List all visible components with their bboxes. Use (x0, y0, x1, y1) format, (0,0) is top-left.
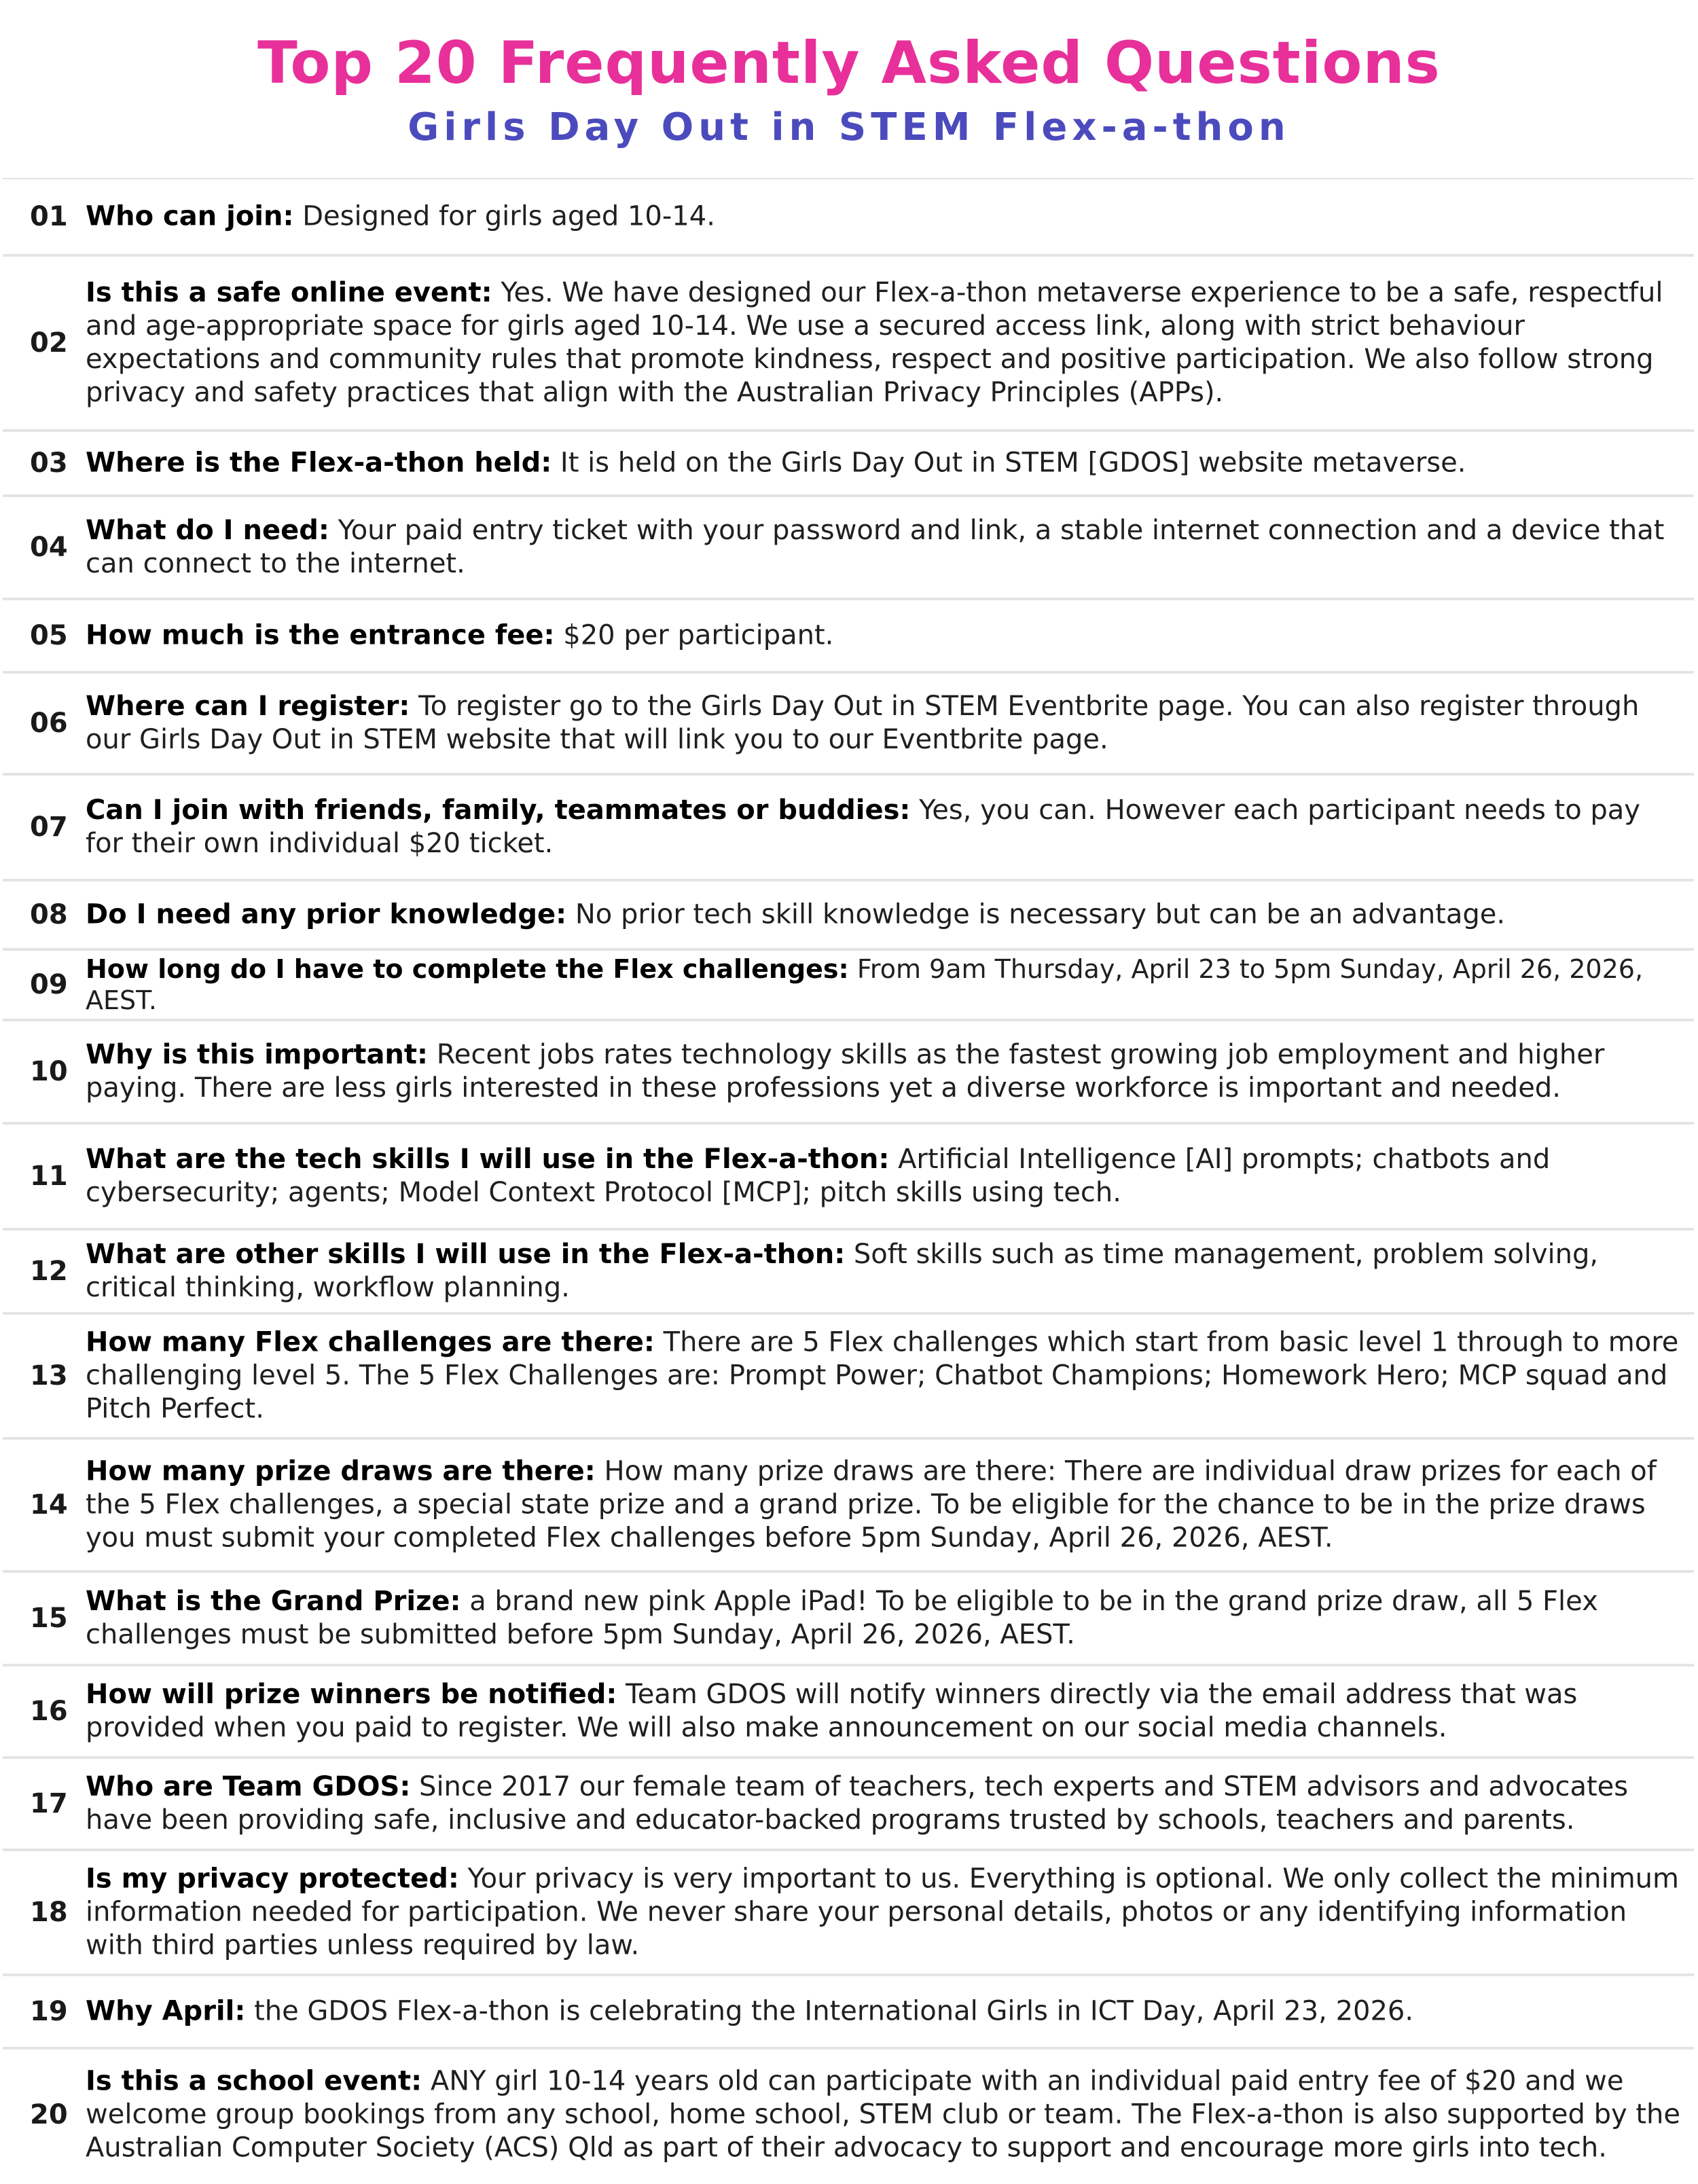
faq-question: How many Flex challenges are there: (86, 1326, 655, 1358)
faq-question: Who are Team GDOS: (86, 1771, 411, 1802)
faq-number: 16 (30, 1696, 68, 1727)
faq-text (86, 2065, 1682, 2165)
faq-question: What are the tech skills I will use in the Flex-a-thon: (86, 1144, 890, 1175)
faq-text (86, 1678, 1682, 1745)
faq-answer: ANY girl 10-14 years old can participate with an individual paid entry fee of $20 and we welcome group bookings from any school, home school, STEM club or team. The Flex-a-thon is also supported by the Australian Computer Society (ACS) Qld as part of their advocacy to support and encourage more girls into tech. (86, 2065, 1681, 2164)
faq-item-08 (3, 880, 1694, 949)
faq-number: 08 (30, 899, 68, 930)
faq-question: Do I need any prior knowledge: (86, 898, 567, 930)
faq-item-06 (3, 672, 1694, 774)
faq-question: Why April: (86, 1995, 246, 2027)
faq-answer: Team GDOS will notify winners directly via the email address that was provided when you paid to register. We will also make announcement on our social media channels. (86, 1679, 1578, 1743)
faq-text (86, 953, 1682, 1016)
faq-text (86, 200, 1682, 234)
faq-item-12 (3, 1229, 1694, 1313)
faq-answer: Yes, you can. However each participant needs to pay for their own individual $20 ticket. (86, 795, 1640, 859)
faq-item-09 (3, 949, 1694, 1020)
faq-question: How much is the entrance fee: (86, 619, 555, 651)
faq-number: 01 (30, 201, 68, 232)
faq-text (86, 1143, 1682, 1209)
faq-item-02 (3, 255, 1694, 431)
faq-answer: Recent jobs rates technology skills as the fastest growing job employment and higher paying. There are less girls interested in these professions yet a diverse workforce is important and needed. (86, 1039, 1605, 1104)
faq-text (86, 1585, 1682, 1652)
faq-answer: No prior tech skill knowledge is necessary but can be an advantage. (575, 898, 1506, 930)
faq-item-17 (3, 1758, 1694, 1850)
faq-number: 10 (30, 1056, 68, 1087)
faq-text (86, 619, 1682, 653)
faq-number: 18 (30, 1897, 68, 1928)
faq-text (86, 1995, 1682, 2028)
faq-answer: How many prize draws are there: There are individual draw prizes for each of the 5 Flex challenges, a special state prize and a grand prize. To be eligible for the chance to be in the prize draws you must submit your completed Flex challenges before 5pm Sunday, April 26, 2026, AEST. (86, 1455, 1657, 1554)
faq-answer: Your privacy is very important to us. Everything is optional. We only collect the minimum information needed for participation. We never share your personal details, photos or any identifying information with third parties unless required by law. (86, 1863, 1679, 1961)
page-subtitle: Girls Day Out in STEM Flex-a-thon (408, 105, 1290, 149)
faq-text (86, 1770, 1682, 1837)
faq-item-11 (3, 1123, 1694, 1229)
faq-answer: $20 per participant. (563, 619, 834, 651)
faq-text (86, 1238, 1682, 1305)
faq-text (86, 898, 1682, 932)
faq-text (86, 1038, 1682, 1105)
faq-number: 20 (30, 2099, 68, 2130)
faq-item-14 (3, 1438, 1694, 1571)
faq-text (86, 1326, 1682, 1426)
faq-number: 13 (30, 1360, 68, 1391)
faq-question: What do I need: (86, 515, 329, 546)
faq-question: What are other skills I will use in the Flex-a-thon: (86, 1239, 846, 1270)
faq-item-05 (3, 599, 1694, 672)
faq-answer: Designed for girls aged 10-14. (302, 200, 715, 232)
faq-answer: It is held on the Girls Day Out in STEM [GDOS] website metaverse. (560, 447, 1466, 479)
faq-item-13 (3, 1313, 1694, 1438)
faq-number: 03 (30, 448, 68, 479)
faq-text (86, 276, 1682, 410)
faq-text (86, 1863, 1682, 1963)
faq-question: Where is the Flex-a-thon held: (86, 447, 552, 479)
faq-answer: Soft skills such as time management, problem solving, critical thinking, workflow planning. (86, 1239, 1599, 1303)
faq-number: 07 (30, 812, 68, 843)
faq-number: 05 (30, 620, 68, 651)
faq-item-18 (3, 1850, 1694, 1975)
faq-question: Can I join with friends, family, teammates or buddies: (86, 795, 911, 826)
faq-number: 17 (30, 1788, 68, 1819)
faq-number: 15 (30, 1603, 68, 1634)
faq-answer: Yes. We have designed our Flex-a-thon metaverse experience to be a safe, respectful and age-appropriate space for girls aged 10-14. We use a secured access link, along with strict behaviour expectations and community rules that promote kindness, respect and positive participation. We also follow strong privacy and safety practices that align with the Australian Privacy Principles (APPs). (86, 277, 1663, 408)
faq-text (86, 1455, 1682, 1555)
faq-answer: Artificial Intelligence [AI] prompts; chatbots and cybersecurity; agents; Model Context Protocol [MCP]; pitch skills using tech. (86, 1144, 1551, 1208)
faq-item-15 (3, 1571, 1694, 1665)
faq-question: Is this a school event: (86, 2065, 422, 2097)
faq-item-16 (3, 1665, 1694, 1758)
faq-number: 19 (30, 1996, 68, 2027)
faq-number: 09 (30, 969, 68, 1000)
faq-question: Where can I register: (86, 691, 410, 722)
faq-answer: Since 2017 our female team of teachers, tech experts and STEM advisors and advocates have been providing safe, inclusive and educator-backed programs trusted by schools, teachers and parents. (86, 1771, 1629, 1836)
faq-number: 12 (30, 1256, 68, 1287)
faq-item-19 (3, 1975, 1694, 2048)
faq-answer: From 9am Thursday, April 23 to 5pm Sunday, April 26, 2026, AEST. (86, 954, 1644, 1015)
faq-item-07 (3, 774, 1694, 880)
faq-question: Is this a safe online event: (86, 277, 492, 308)
faq-number: 02 (30, 327, 68, 359)
faq-question: How many prize draws are there: (86, 1455, 596, 1487)
faq-question: How will prize winners be notified: (86, 1679, 617, 1710)
faq-question: How long do I have to complete the Flex challenges: (86, 954, 849, 984)
faq-question: Is my privacy protected: (86, 1863, 459, 1895)
faq-answer: a brand new pink Apple iPad! To be eligible to be in the grand prize draw, all 5 Flex challenges must be submitted before 5pm Sunday, April 26, 2026, AEST. (86, 1586, 1598, 1650)
faq-question: Who can join: (86, 200, 294, 232)
faq-question: What is the Grand Prize: (86, 1586, 461, 1617)
faq-number: 06 (30, 708, 68, 739)
faq-answer: There are 5 Flex challenges which start from basic level 1 through to more challenging level 5. The 5 Flex Challenges are: Prompt Power; Chatbot Champions; Homework Hero; MCP squad and Pitch Perfect. (86, 1326, 1679, 1425)
faq-answer: To register go to the Girls Day Out in STEM Eventbrite page. You can also register through our Girls Day Out in STEM website that will link you to our Eventbrite page. (86, 691, 1640, 755)
faq-text (86, 794, 1682, 860)
faq-answer: the GDOS Flex-a-thon is celebrating the International Girls in ICT Day, April 23, 2026. (254, 1995, 1414, 2027)
faq-answer: Your paid entry ticket with your password and link, a stable internet connection and a device that can connect to the internet. (86, 515, 1665, 579)
faq-item-01 (3, 178, 1694, 255)
faq-text (86, 447, 1682, 480)
faq-number: 04 (30, 532, 68, 563)
faq-item-04 (3, 496, 1694, 599)
faq-text (86, 514, 1682, 581)
faq-item-10 (3, 1020, 1694, 1123)
page-title: Top 20 Frequently Asked Questions (257, 29, 1441, 97)
faq-text (86, 690, 1682, 757)
faq-question: Why is this important: (86, 1039, 429, 1070)
faq-number: 11 (30, 1161, 68, 1192)
faq-item-20 (3, 2048, 1694, 2181)
faq-item-03 (3, 431, 1694, 496)
faq-number: 14 (30, 1489, 68, 1521)
